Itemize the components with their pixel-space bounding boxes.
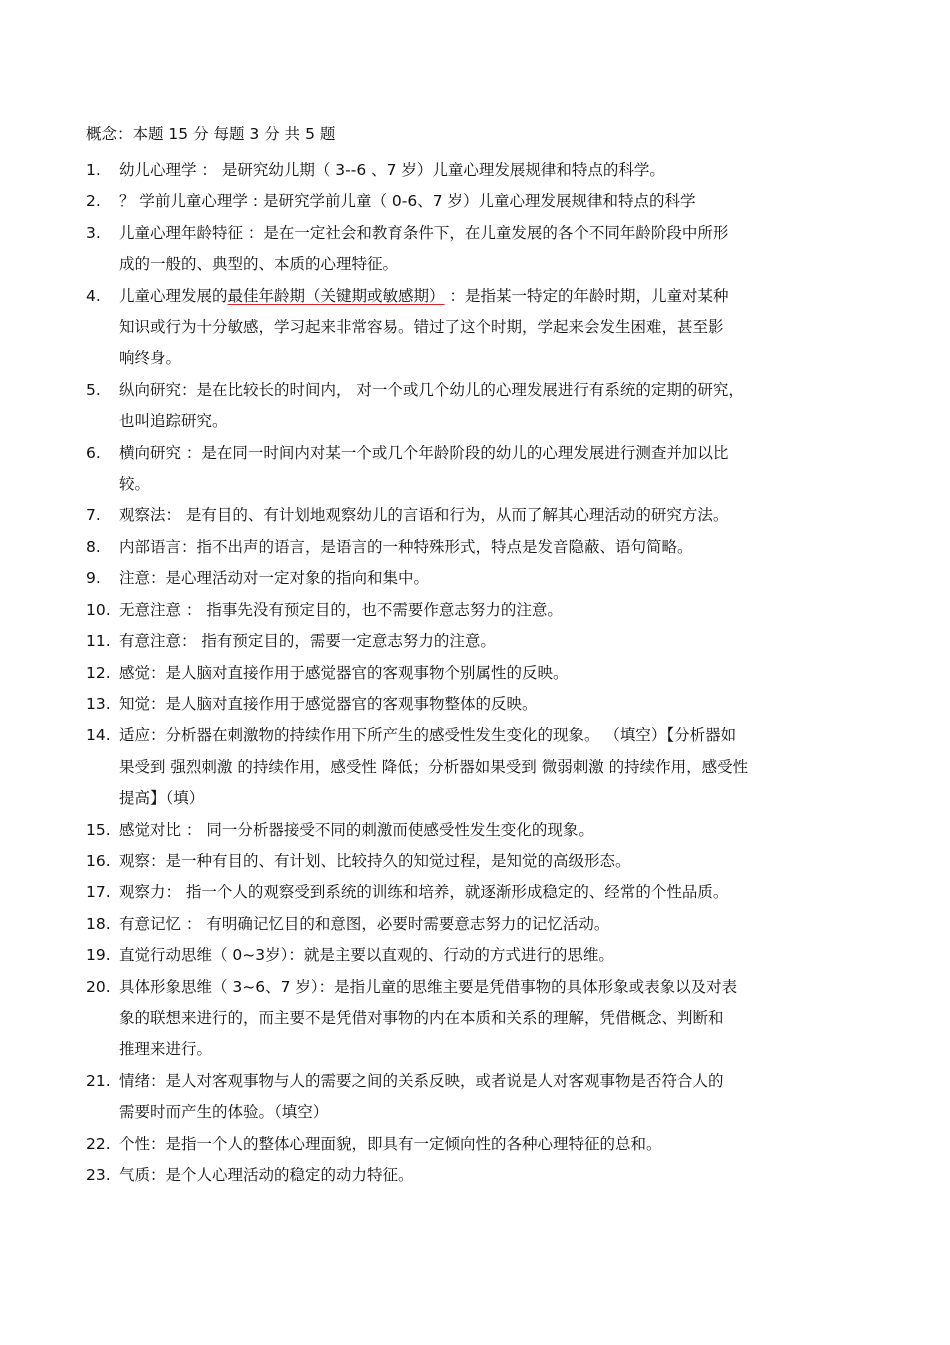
list-item: [86, 689, 876, 720]
item-number: 21.: [86, 1071, 111, 1090]
item-line: 响终身。: [119, 349, 182, 368]
item-line: 成的一般的、典型的、本质的心理特征。: [119, 255, 399, 274]
item-line: 感觉对比 ： 同一分析器接受不同的刺激而使感受性发生变化的现象。: [119, 820, 594, 839]
item-line: 无意注意 ： 指事先没有预定目的，也不需要作意志努力的注意。: [119, 600, 563, 619]
list-item: [86, 815, 876, 846]
list-item: [86, 595, 876, 626]
item-number: 19.: [86, 946, 111, 965]
item-line: 较。: [119, 475, 151, 494]
item-line: 幼儿心理学 ： 是研究幼儿期（ 3--6 、7 岁）儿童心理发展规律和特点的科学。: [119, 161, 665, 179]
item-line: 适应：分析器在刺激物的持续作用下所产生的感受性发生变化的现象。 （填空）【分析器如: [119, 726, 737, 745]
item-line: 直觉行动思维（ 0~3岁）：就是主要以直观的、行动的方式进行的思维。: [119, 946, 614, 965]
list-item: [86, 155, 876, 186]
item-line: 观察法： 是有目的、有计划地观察幼儿的言语和行为，从而了解其心理活动的研究方法。: [119, 506, 729, 525]
item-number: 22.: [86, 1134, 111, 1153]
item-line: 内部语言：指不出声的语言，是语言的一种特殊形式，特点是发音隐蔽、语句简略。: [119, 537, 693, 556]
list-item: [86, 218, 876, 281]
item-line: 纵向研究：是在比较长的时间内， 对一个或几个幼儿的心理发展进行有系统的定期的研究，: [119, 380, 744, 399]
item-number: 5.: [86, 380, 101, 399]
item-number: 4.: [86, 286, 101, 305]
list-item: [86, 940, 876, 971]
item-number: 14.: [86, 726, 111, 745]
item-line: ？ 学前儿童心理学 : 是研究学前儿童（ 0-6、7 岁）儿童心理发展规律和特点的科学: [119, 192, 696, 211]
item-line: 儿童心理年龄特征 ：是在一定社会和教育条件下，在儿童发展的各个不同年龄阶段中所形: [119, 223, 729, 242]
item-line: 知觉：是人脑对直接作用于感觉器官的客观事物整体的反映。: [119, 694, 538, 713]
list-item: [86, 626, 876, 657]
item-line: 个性：是指一个人的整体心理面貌，即具有一定倾向性的各种心理特征的总和。: [119, 1134, 662, 1153]
item-line: 推理来进行。: [119, 1040, 213, 1059]
list-item: [86, 186, 876, 217]
list-item: [86, 972, 876, 1066]
item-number: 10.: [86, 600, 111, 619]
list-item: [86, 563, 876, 594]
item-number: 23.: [86, 1166, 111, 1184]
list-item: [86, 375, 876, 438]
item-line: 横向研究 ：是在同一时间内对某一个或几个年龄阶段的幼儿的心理发展进行测查并加以比: [119, 443, 729, 462]
item-line: 有意记忆 ： 有明确记忆目的和意图，必要时需要意志努力的记忆活动。: [119, 914, 610, 933]
item-line: 象的联想来进行的，而主要不是凭借对事物的内在本质和关系的理解，凭借概念、判断和: [119, 1008, 724, 1027]
item-number: 3.: [86, 223, 101, 242]
list-item: [86, 877, 876, 908]
item-number: 6.: [86, 443, 101, 462]
list-item: [86, 500, 876, 531]
item-line: 也叫追踪研究。: [119, 412, 228, 431]
item-line: 注意：是心理活动对一定对象的指向和集中。: [119, 569, 430, 588]
list-item: [86, 1160, 876, 1191]
item-number: 18.: [86, 914, 111, 933]
item-line: 观察：是一种有目的、有计划、比较持久的知觉过程，是知觉的高级形态。: [119, 851, 631, 870]
item-line: 需要时而产生的体验。（填空）: [119, 1103, 329, 1122]
list-item: [86, 658, 876, 689]
list-item: [86, 846, 876, 877]
list-item: [86, 281, 876, 375]
item-line: 情绪：是人对客观事物与人的需要之间的关系反映，或者说是人对客观事物是否符合人的: [119, 1071, 724, 1090]
item-line: 有意注意： 指有预定目的，需要一定意志努力的注意。: [119, 632, 496, 651]
item-number: 1.: [86, 161, 101, 179]
item-line: 提高】（填）: [119, 789, 205, 808]
list-item: [86, 1066, 876, 1129]
item-number: 15.: [86, 820, 111, 839]
list-item: [86, 720, 876, 814]
section-header: 概念：本题 15 分 每题 3 分 共 5 题: [86, 125, 336, 143]
item-number: 17.: [86, 883, 111, 902]
list-item: [86, 438, 876, 501]
item-line: 气质：是个人心理活动的稳定的动力特征。: [119, 1166, 414, 1184]
item-line: 具体形象思维（ 3~6、7 岁）：是指儿童的思维主要是凭借事物的具体形象或表象以及对表: [119, 977, 738, 996]
item-number: 7.: [86, 506, 101, 525]
list-item: [86, 532, 876, 563]
item-line: 果受到 强烈刺激 的持续作用，感受性 降低；分析器如果受到 微弱刺激 的持续作用，感受性: [119, 757, 749, 776]
item-line: [119, 281, 876, 312]
item-line: 感觉：是人脑对直接作用于感觉器官的客观事物个别属性的反映。: [119, 663, 569, 682]
item-number: 13.: [86, 694, 111, 713]
definition-list: [86, 155, 876, 1191]
item-text: 儿童心理发展的: [119, 286, 228, 305]
item-number: 12.: [86, 663, 111, 682]
item-number: 16.: [86, 851, 111, 870]
item-number: 8.: [86, 537, 101, 556]
item-number: 2.: [86, 192, 101, 211]
item-number: 9.: [86, 569, 101, 588]
list-item: [86, 1129, 876, 1160]
item-line: 知识或行为十分敏感，学习起来非常容易。错过了这个时期，学起来会发生困难，甚至影: [119, 318, 724, 337]
item-number: 11.: [86, 632, 111, 651]
item-text: ：是指某一特定的年龄时期，儿童对某种: [444, 286, 729, 305]
item-number: 20.: [86, 977, 111, 996]
list-item: [86, 909, 876, 940]
item-line: 观察力： 指一个人的观察受到系统的训练和培养，就逐渐形成稳定的、经常的个性品质。: [119, 883, 729, 902]
underlined-term: 最佳年龄期（关键期或敏感期）: [227, 286, 445, 305]
